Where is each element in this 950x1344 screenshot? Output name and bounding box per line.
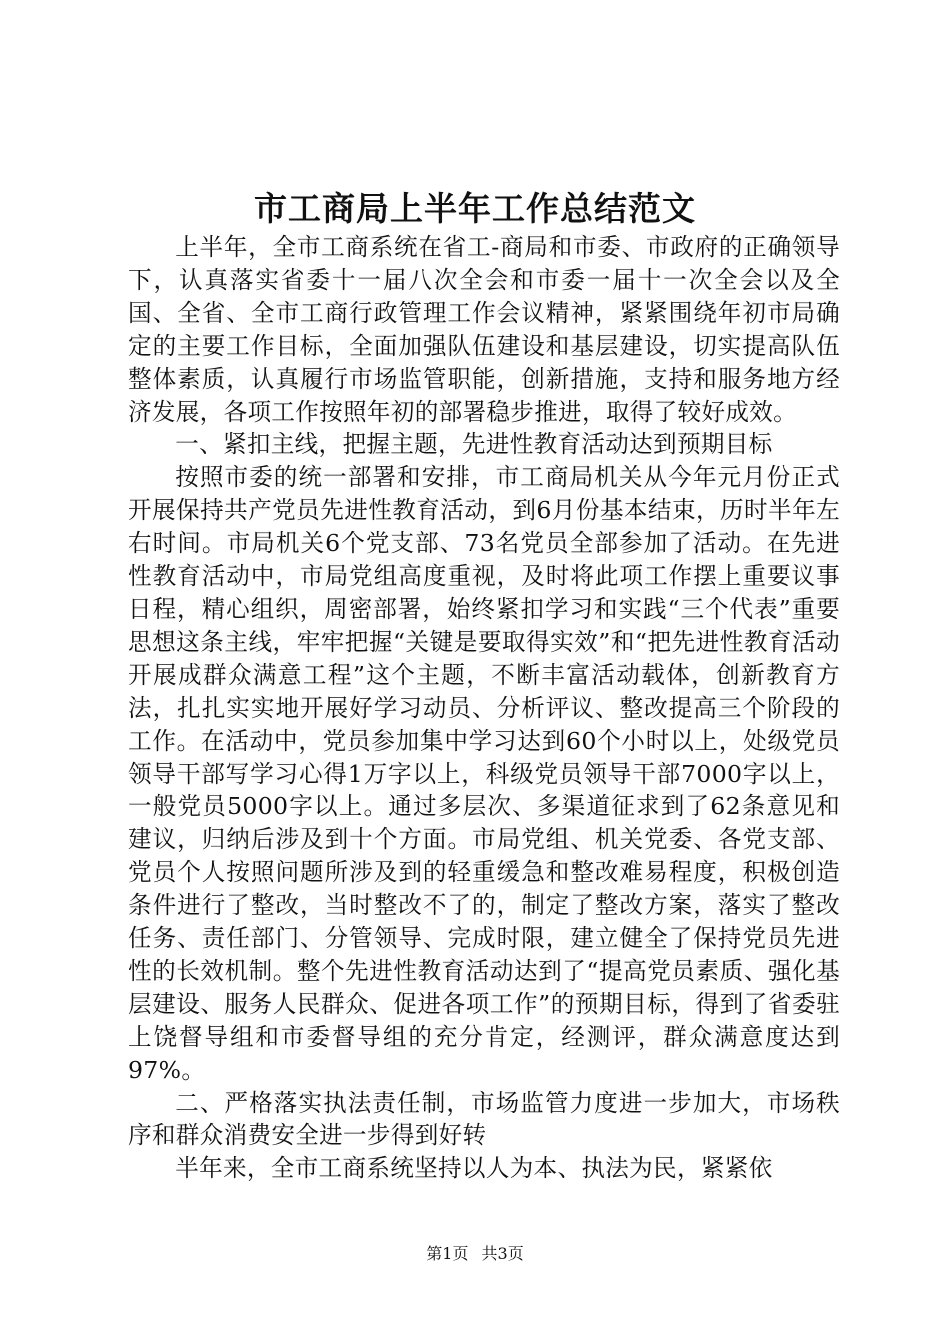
page-number: 第1页 bbox=[426, 1244, 469, 1263]
section-heading-1: 一、紧扣主线，把握主题，先进性教育活动达到预期目标 bbox=[175, 430, 773, 459]
section-heading-2: 二、严格落实执法责任制，市场监管力度进一步加大，市场秩序和群众消费安全进一步得到好转 bbox=[128, 1088, 840, 1150]
page-total: 共3页 bbox=[481, 1244, 524, 1263]
section-2-paragraph: 半年来，全市工商系统坚持以人为本、执法为民，紧紧依 bbox=[175, 1154, 773, 1183]
page-footer bbox=[0, 1242, 950, 1266]
intro-paragraph: 上半年，全市工商系统在省工-商局和市委、市政府的正确领导下，认真落实省委十一届八次全会和市委一届十一次全会以及全国、全省、全市工商行政管理工作会议精神，紧紧围绕年初市局确定的主要工作目标，全面加强队伍建设和基层建设，切实提高队伍整体素质，认真履行市场监管职能，创新措施，支持和服务地方经济发展，各项工作按照年初的部署稳步推进，取得了较好成效。 bbox=[128, 233, 840, 426]
document-title: 市工商局上半年工作总结范文 bbox=[254, 189, 696, 228]
document-body bbox=[128, 231, 840, 1185]
section-1-paragraph: 按照市委的统一部署和安排，市工商局机关从今年元月份正式开展保持共产党员先进性教育活动，到6月份基本结束，历时半年左右时间。市局机关6个党支部、73名党员全部参加了活动。在先进性教育活动中，市局党组高度重视，及时将此项工作摆上重要议事日程，精心组织，周密部署，始终紧扣学习和实践“三个代表”重要思想这条主线，牢牢把握“关键是要取得实效”和“把先进性教育活动开展成群众满意工程”这个主题，不断丰富活动载体，创新教育方法，扎扎实实地开展好学习动员、分析评议、整改提高三个阶段的工作。在活动中，党员参加集中学习达到60个小时以上，处级党员领导干部写学习心得1万字以上，科级党员领导干部7000字以上，一般党员5000字以上。通过多层次、多渠道征求到了62条意见和建议，归纳后涉及到十个方面。市局党组、机关党委、各党支部、党员个人按照问题所涉及到的轻重缓急和整改难易程度，积极创造条件进行了整改，当时整改不了的，制定了整改方案，落实了整改任务、责任部门、分管领导、完成时限，建立健全了保持党员先进性的长效机制。整个先进性教育活动达到了“提高党员素质、强化基层建设、服务人民群众、促进各项工作”的预期目标，得到了省委驻上饶督导组和市委督导组的充分肯定，经测评，群众满意度达到97%。 bbox=[128, 463, 840, 1084]
